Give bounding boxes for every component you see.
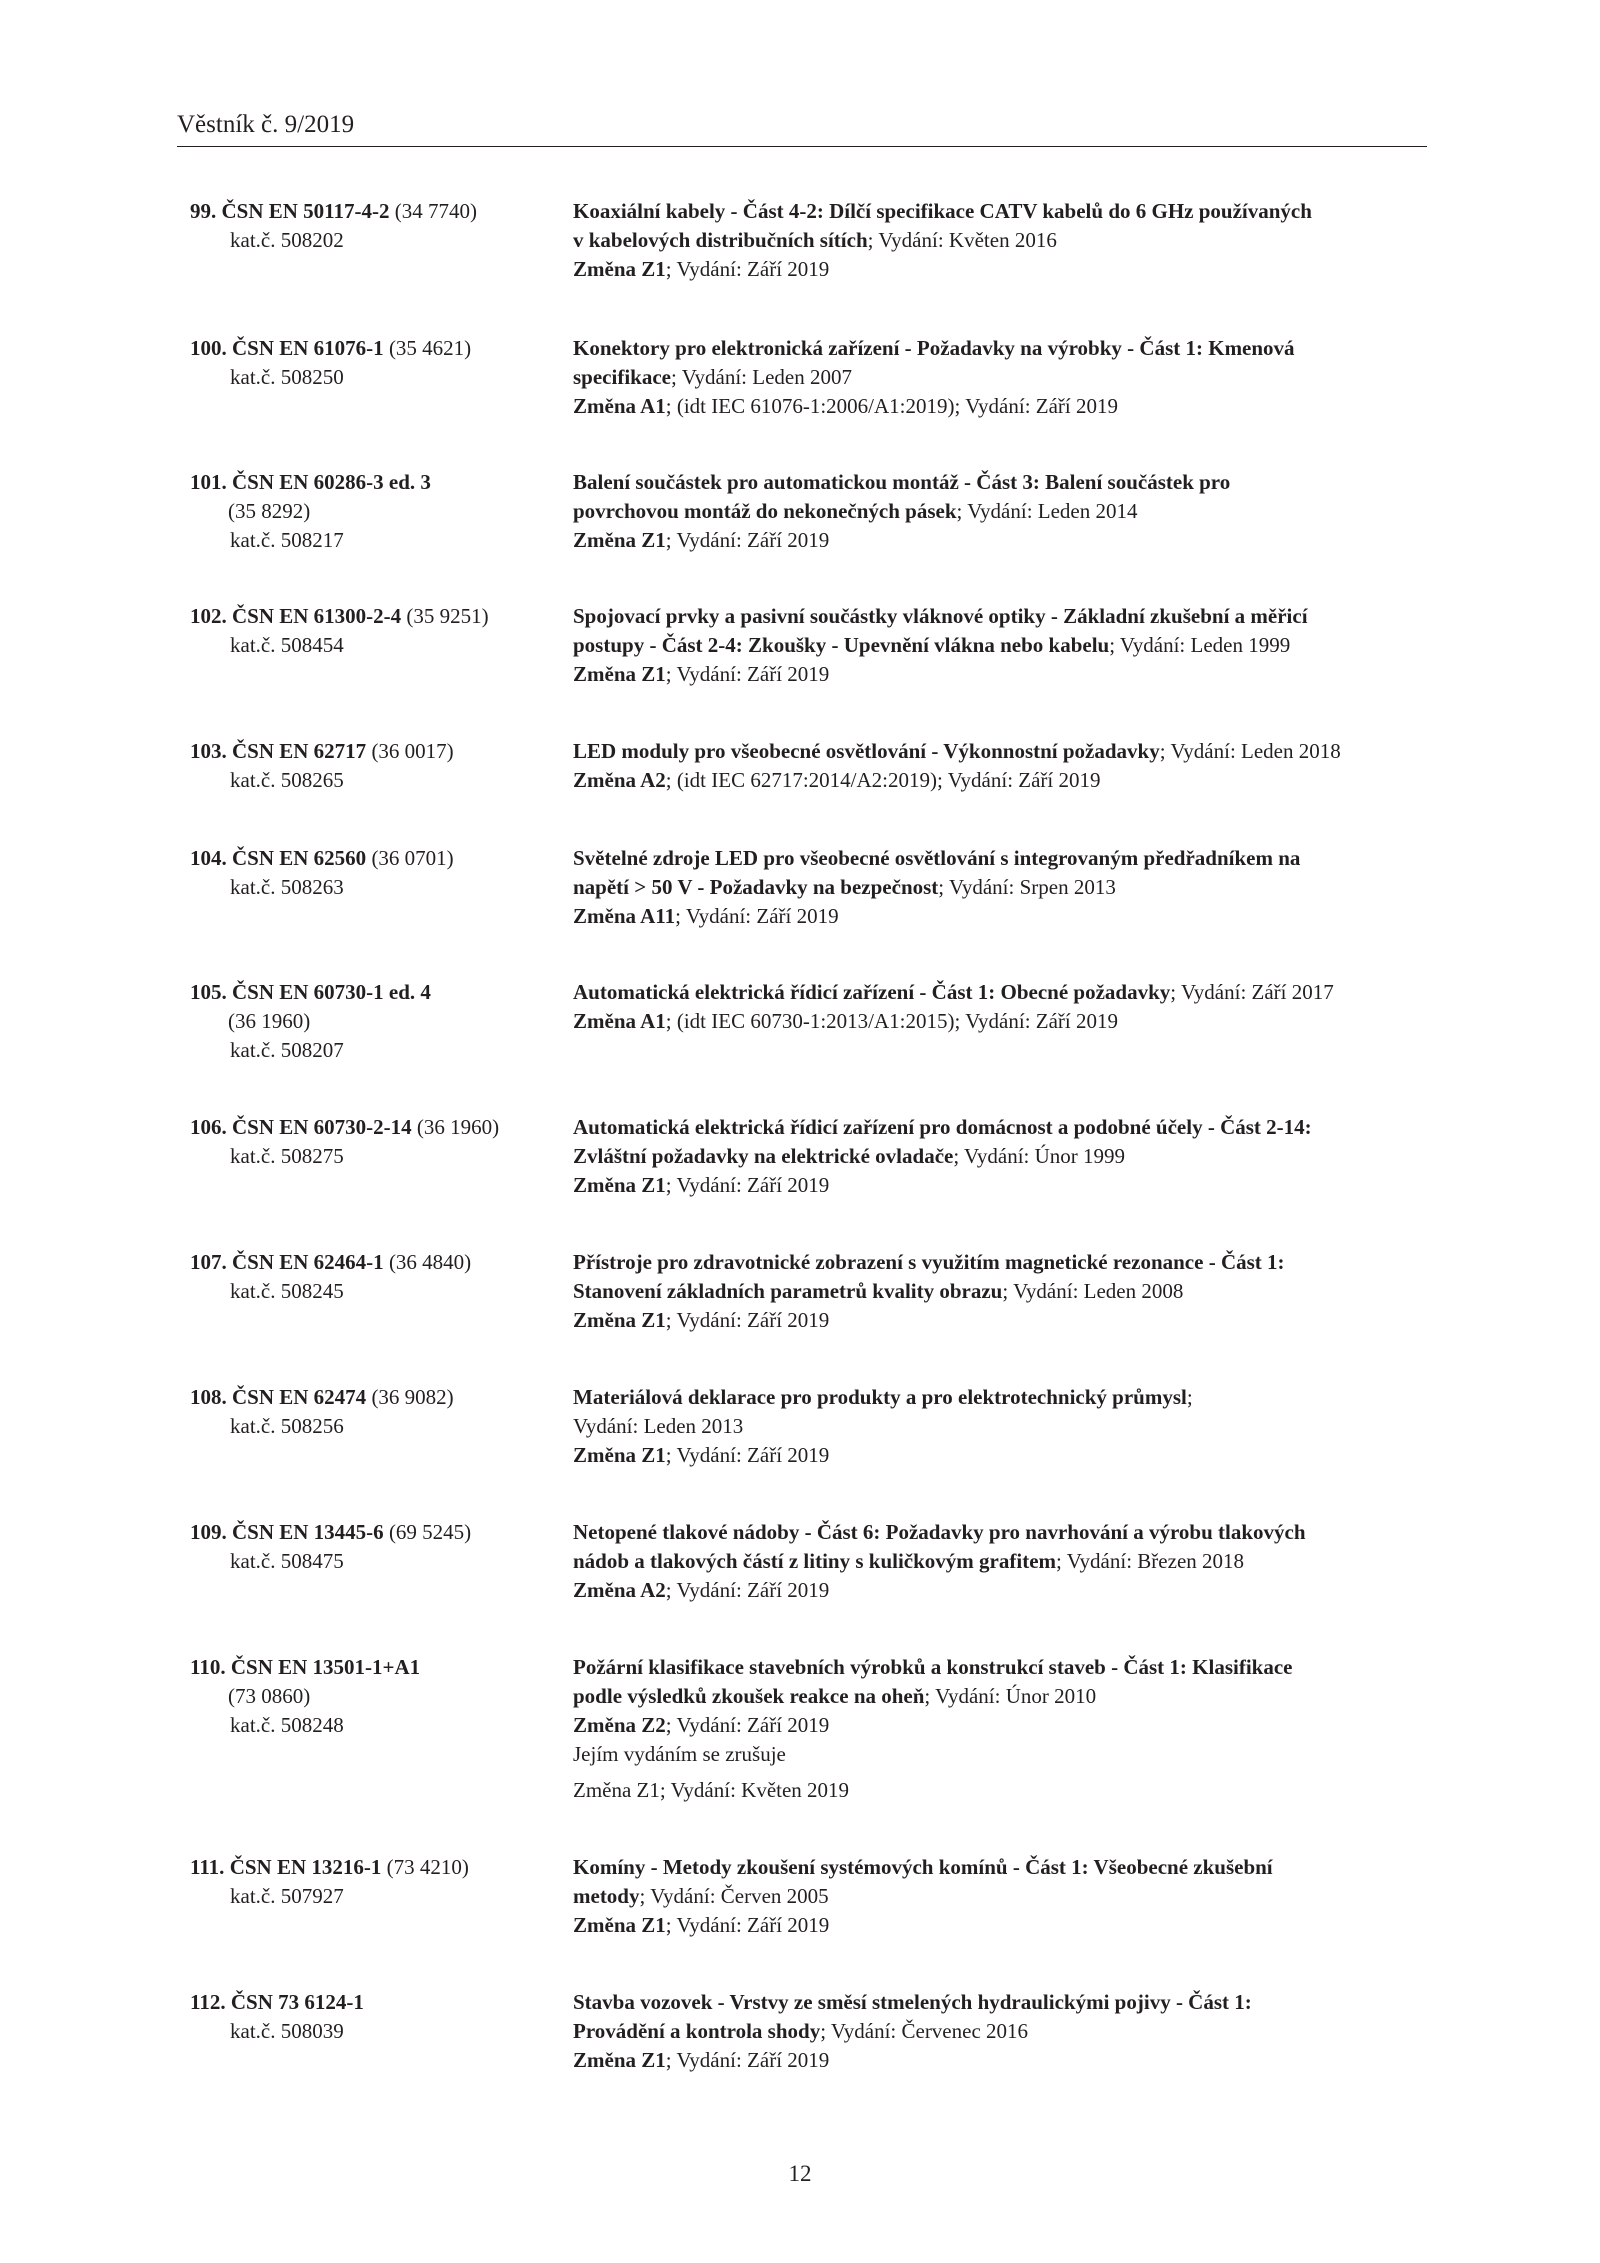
description-detail: ; Vydání: Březen 2018	[1056, 1549, 1245, 1573]
description-line	[573, 1853, 1443, 1882]
description-title: v kabelových distribučních sítích	[573, 228, 868, 252]
entry-description	[573, 197, 1443, 284]
classification-code: (35 8292)	[228, 499, 311, 523]
description-detail: ; Vydání: Září 2019	[675, 904, 839, 928]
entry-number: 106.	[190, 1115, 227, 1139]
entry-identifier	[190, 1653, 560, 1740]
entry-description	[573, 978, 1443, 1036]
entry-description	[573, 1518, 1443, 1605]
entry-identifier	[190, 844, 560, 902]
description-title: Balení součástek pro automatickou montáž - Část 3: Balení součástek pro	[573, 470, 1231, 494]
description-title: Změna A2	[573, 768, 666, 792]
entry-heading-line	[190, 737, 560, 766]
entry-heading-line	[190, 197, 560, 226]
classification-code: (36 0017)	[371, 739, 454, 763]
description-title: postupy - Část 2-4: Zkoušky - Upevnění vlákna nebo kabelu	[573, 633, 1110, 657]
description-line	[573, 255, 1443, 284]
description-line	[573, 1547, 1443, 1576]
description-title: Koaxiální kabely - Část 4-2: Dílčí specifikace CATV kabelů do 6 GHz používaných	[573, 199, 1312, 223]
page-number: 12	[788, 2161, 812, 2186]
description-line	[573, 526, 1443, 555]
journal-title: Věstník č. 9/2019	[177, 111, 355, 138]
description-detail: ; Vydání: Únor 1999	[953, 1144, 1126, 1168]
standard-designation: ČSN 73 6124-1	[230, 1990, 364, 2014]
description-line	[573, 631, 1443, 660]
description-line	[573, 844, 1443, 873]
catalog-number: kat.č. 508265	[230, 768, 344, 792]
description-line	[573, 1277, 1443, 1306]
description-title: Požární klasifikace stavebních výrobků a konstrukcí staveb - Část 1: Klasifikace	[573, 1655, 1293, 1679]
description-detail: ; (idt IEC 61076-1:2006/A1:2019); Vydání: Září 2019	[665, 394, 1119, 418]
description-title: Změna Z1	[573, 257, 666, 281]
standard-designation: ČSN EN 60730-1 ed. 4	[232, 980, 431, 1004]
description-line	[573, 1882, 1443, 1911]
description-title: Přístroje pro zdravotnické zobrazení s využitím magnetické rezonance - Část 1:	[573, 1250, 1285, 1274]
entry-identifier	[190, 602, 560, 660]
classification-code: (36 1960)	[228, 1009, 311, 1033]
description-detail: ; Vydání: Září 2017	[1170, 980, 1334, 1004]
description-line	[573, 1682, 1443, 1711]
catalog-number: kat.č. 507927	[230, 1884, 344, 1908]
description-line	[573, 497, 1443, 526]
description-detail: ; Vydání: Září 2019	[665, 1443, 830, 1467]
classification-code: (35 4621)	[388, 336, 472, 360]
description-title: povrchovou montáž do nekonečných pásek	[573, 499, 957, 523]
description-detail: ; Vydání: Září 2019	[665, 1913, 830, 1937]
entry-description	[573, 334, 1443, 421]
description-detail: ; Vydání: Srpen 2013	[938, 875, 1116, 899]
description-detail: ; Vydání: Červenec 2016	[820, 2019, 1029, 2043]
entry-description	[573, 468, 1443, 555]
entry-heading-line	[190, 1653, 560, 1682]
description-line	[573, 1142, 1443, 1171]
description-line	[573, 197, 1443, 226]
entry-number: 102.	[190, 604, 227, 628]
entry-description	[573, 1383, 1443, 1470]
standard-designation: ČSN EN 62717	[232, 739, 367, 763]
description-title: Konektory pro elektronická zařízení - Požadavky na výrobky - Část 1: Kmenová	[573, 336, 1295, 360]
entry-heading-line	[190, 602, 560, 631]
description-detail: ; Vydání: Květen 2016	[867, 228, 1057, 252]
standard-designation: ČSN EN 60730-2-14	[232, 1115, 412, 1139]
entry-identifier	[190, 1518, 560, 1576]
description-title: Změna Z1	[573, 1308, 666, 1332]
catalog-number: kat.č. 508039	[230, 2019, 344, 2043]
entry-number: 112.	[190, 1990, 226, 2014]
description-detail: ;	[1186, 1385, 1193, 1409]
description-line	[573, 1007, 1443, 1036]
classification-code: (34 7740)	[394, 199, 478, 223]
description-detail: ; Vydání: Leden 2007	[670, 365, 852, 389]
entry-description	[573, 1653, 1443, 1805]
description-title: Světelné zdroje LED pro všeobecné osvětlování s integrovaným předřadníkem na	[573, 846, 1301, 870]
description-detail: ; Vydání: Září 2019	[665, 2048, 830, 2072]
catalog-number: kat.č. 508256	[230, 1414, 344, 1438]
description-line	[573, 660, 1443, 689]
entry-identifier	[190, 468, 560, 555]
entry-heading-line	[190, 1248, 560, 1277]
entry-identifier	[190, 334, 560, 392]
description-title: Změna Z1	[573, 1443, 666, 1467]
classification-code: (73 0860)	[228, 1684, 311, 1708]
description-title: Změna Z2	[573, 1713, 666, 1737]
description-detail: ; (idt IEC 60730-1:2013/A1:2015); Vydání: Září 2019	[665, 1009, 1119, 1033]
entry-number: 101.	[190, 470, 227, 494]
entry-identifier	[190, 1988, 560, 2046]
entry-heading-line	[190, 978, 560, 1007]
classification-code: (35 9251)	[406, 604, 489, 628]
description-title: Změna A2	[573, 1578, 666, 1602]
entry-number: 111.	[190, 1855, 225, 1879]
description-detail: ; Vydání: Únor 2010	[924, 1684, 1097, 1708]
description-title: Spojovací prvky a pasivní součástky vláknové optiky - Základní zkušební a měřicí	[573, 604, 1308, 628]
entry-description	[573, 1988, 1443, 2075]
description-detail: ; Vydání: Září 2019	[665, 1578, 830, 1602]
catalog-number: kat.č. 508217	[230, 528, 344, 552]
entry-heading-line	[190, 1853, 560, 1882]
entry-number: 109.	[190, 1520, 227, 1544]
description-detail: ; Vydání: Leden 2014	[956, 499, 1138, 523]
description-line	[573, 334, 1443, 363]
description-detail: ; Vydání: Září 2019	[665, 1173, 830, 1197]
description-title: Změna A1	[573, 394, 666, 418]
entry-heading-line	[190, 1113, 560, 1142]
description-detail: Jejím vydáním se zrušuje	[573, 1742, 786, 1766]
classification-code: (73 4210)	[386, 1855, 469, 1879]
entry-number: 107.	[190, 1250, 227, 1274]
entry-description	[573, 1113, 1443, 1200]
description-title: Materiálová deklarace pro produkty a pro elektrotechnický průmysl	[573, 1385, 1187, 1409]
description-detail: ; Vydání: Září 2019	[665, 1713, 830, 1737]
catalog-number: kat.č. 508263	[230, 875, 344, 899]
catalog-number: kat.č. 508275	[230, 1144, 344, 1168]
classification-code: (36 4840)	[388, 1250, 472, 1274]
standard-designation: ČSN EN 62474	[232, 1385, 367, 1409]
description-title: podle výsledků zkoušek reakce na oheň	[573, 1684, 925, 1708]
description-detail: ; Vydání: Září 2019	[665, 528, 830, 552]
catalog-number: kat.č. 508248	[230, 1713, 344, 1737]
description-line	[573, 392, 1443, 421]
description-line	[573, 873, 1443, 902]
entry-number: 108.	[190, 1385, 227, 1409]
description-detail: ; Vydání: Září 2019	[665, 1308, 830, 1332]
catalog-number: kat.č. 508454	[230, 633, 344, 657]
description-detail: ; Vydání: Leden 2018	[1159, 739, 1341, 763]
description-line	[573, 1576, 1443, 1605]
description-title: Změna Z1	[573, 1173, 666, 1197]
classification-code: (36 0701)	[371, 846, 454, 870]
description-line	[573, 1248, 1443, 1277]
description-line	[573, 1740, 1443, 1769]
classification-code: (69 5245)	[388, 1520, 472, 1544]
entry-number: 100.	[190, 336, 227, 360]
entry-identifier	[190, 1853, 560, 1911]
entry-identifier	[190, 1248, 560, 1306]
description-title: Komíny - Metody zkoušení systémových komínů - Část 1: Všeobecné zkušební	[573, 1855, 1273, 1879]
description-line	[573, 1441, 1443, 1470]
description-title: Změna Z1	[573, 662, 666, 686]
description-title: Automatická elektrická řídicí zařízení pro domácnost a podobné účely - Část 2-14:	[573, 1115, 1312, 1139]
description-line	[573, 1171, 1443, 1200]
description-title: Provádění a kontrola shody	[573, 2019, 821, 2043]
entry-heading-line	[190, 1988, 560, 2017]
standard-designation: ČSN EN 13216-1	[229, 1855, 382, 1879]
description-detail: Změna Z1; Vydání: Květen 2019	[573, 1778, 850, 1802]
description-title: nádob a tlakových částí z litiny s kuličkovým grafitem	[573, 1549, 1057, 1573]
description-line	[573, 363, 1443, 392]
catalog-number: kat.č. 508202	[230, 228, 344, 252]
description-detail: ; Vydání: Červen 2005	[639, 1884, 829, 1908]
description-line	[573, 1412, 1443, 1441]
standard-designation: ČSN EN 13445-6	[232, 1520, 384, 1544]
catalog-number: kat.č. 508245	[230, 1279, 344, 1303]
description-line	[573, 2017, 1443, 2046]
description-title: Změna Z1	[573, 528, 666, 552]
standard-designation: ČSN EN 50117-4-2	[221, 199, 390, 223]
standard-designation: ČSN EN 60286-3 ed. 3	[232, 470, 431, 494]
entry-identifier	[190, 978, 560, 1065]
entry-number: 104.	[190, 846, 227, 870]
entry-description	[573, 1853, 1443, 1940]
description-title: Automatická elektrická řídicí zařízení - Část 1: Obecné požadavky	[573, 980, 1171, 1004]
description-line	[573, 602, 1443, 631]
description-line	[573, 1988, 1443, 2017]
description-line	[573, 766, 1443, 795]
entry-number: 99.	[190, 199, 217, 223]
entry-identifier	[190, 1383, 560, 1441]
description-line	[573, 1383, 1443, 1412]
entry-identifier	[190, 1113, 560, 1171]
description-title: Zvláštní požadavky na elektrické ovladače	[573, 1144, 954, 1168]
entry-heading-line	[190, 1383, 560, 1412]
description-title: Stanovení základních parametrů kvality obrazu	[573, 1279, 1003, 1303]
catalog-number: kat.č. 508250	[230, 365, 344, 389]
page-header	[177, 110, 1427, 147]
entry-number: 105.	[190, 980, 227, 1004]
description-detail: ; Vydání: Září 2019	[665, 662, 830, 686]
description-title: LED moduly pro všeobecné osvětlování - Výkonnostní požadavky	[573, 739, 1160, 763]
catalog-number: kat.č. 508475	[230, 1549, 344, 1573]
description-detail: ; Vydání: Leden 2008	[1002, 1279, 1184, 1303]
description-line	[573, 1113, 1443, 1142]
description-title: Změna Z1	[573, 1913, 666, 1937]
standard-designation: ČSN EN 61300-2-4	[232, 604, 402, 628]
description-line	[573, 1776, 1443, 1805]
description-detail: ; Vydání: Září 2019	[665, 257, 830, 281]
standard-designation: ČSN EN 61076-1	[232, 336, 384, 360]
description-line	[573, 902, 1443, 931]
standard-designation: ČSN EN 62560	[232, 846, 367, 870]
description-title: specifikace	[573, 365, 671, 389]
entry-number: 110.	[190, 1655, 226, 1679]
description-line	[573, 1711, 1443, 1740]
entry-heading-line	[190, 468, 560, 497]
standard-designation: ČSN EN 62464-1	[232, 1250, 384, 1274]
entry-description	[573, 602, 1443, 689]
description-title: Stavba vozovek - Vrstvy ze směsí stmelených hydraulickými pojivy - Část 1:	[573, 1990, 1252, 2014]
description-line	[573, 226, 1443, 255]
description-title: Změna A11	[573, 904, 676, 928]
description-detail: ; (idt IEC 62717:2014/A2:2019); Vydání: Září 2019	[665, 768, 1101, 792]
description-title: metody	[573, 1884, 640, 1908]
entry-heading-line	[190, 334, 560, 363]
description-line	[573, 1518, 1443, 1547]
classification-code: (36 1960)	[416, 1115, 500, 1139]
description-line	[573, 1653, 1443, 1682]
description-line	[573, 2046, 1443, 2075]
entry-heading-line	[190, 1518, 560, 1547]
catalog-number: kat.č. 508207	[230, 1038, 344, 1062]
description-title: Změna Z1	[573, 2048, 666, 2072]
description-title: Změna A1	[573, 1009, 666, 1033]
description-detail: ; Vydání: Leden 1999	[1109, 633, 1291, 657]
description-line	[573, 1911, 1443, 1940]
description-title: Netopené tlakové nádoby - Část 6: Požadavky pro navrhování a výrobu tlakových	[573, 1520, 1306, 1544]
entry-identifier	[190, 737, 560, 795]
classification-code: (36 9082)	[371, 1385, 454, 1409]
description-line	[573, 737, 1443, 766]
description-title: napětí > 50 V - Požadavky na bezpečnost	[573, 875, 939, 899]
description-detail: Vydání: Leden 2013	[573, 1414, 744, 1438]
entry-description	[573, 737, 1443, 795]
entry-identifier	[190, 197, 560, 255]
entry-description	[573, 844, 1443, 931]
entry-description	[573, 1248, 1443, 1335]
entry-number: 103.	[190, 739, 227, 763]
standard-designation: ČSN EN 13501-1+A1	[230, 1655, 421, 1679]
description-line	[573, 468, 1443, 497]
description-line	[573, 978, 1443, 1007]
description-line	[573, 1306, 1443, 1335]
entry-heading-line	[190, 844, 560, 873]
